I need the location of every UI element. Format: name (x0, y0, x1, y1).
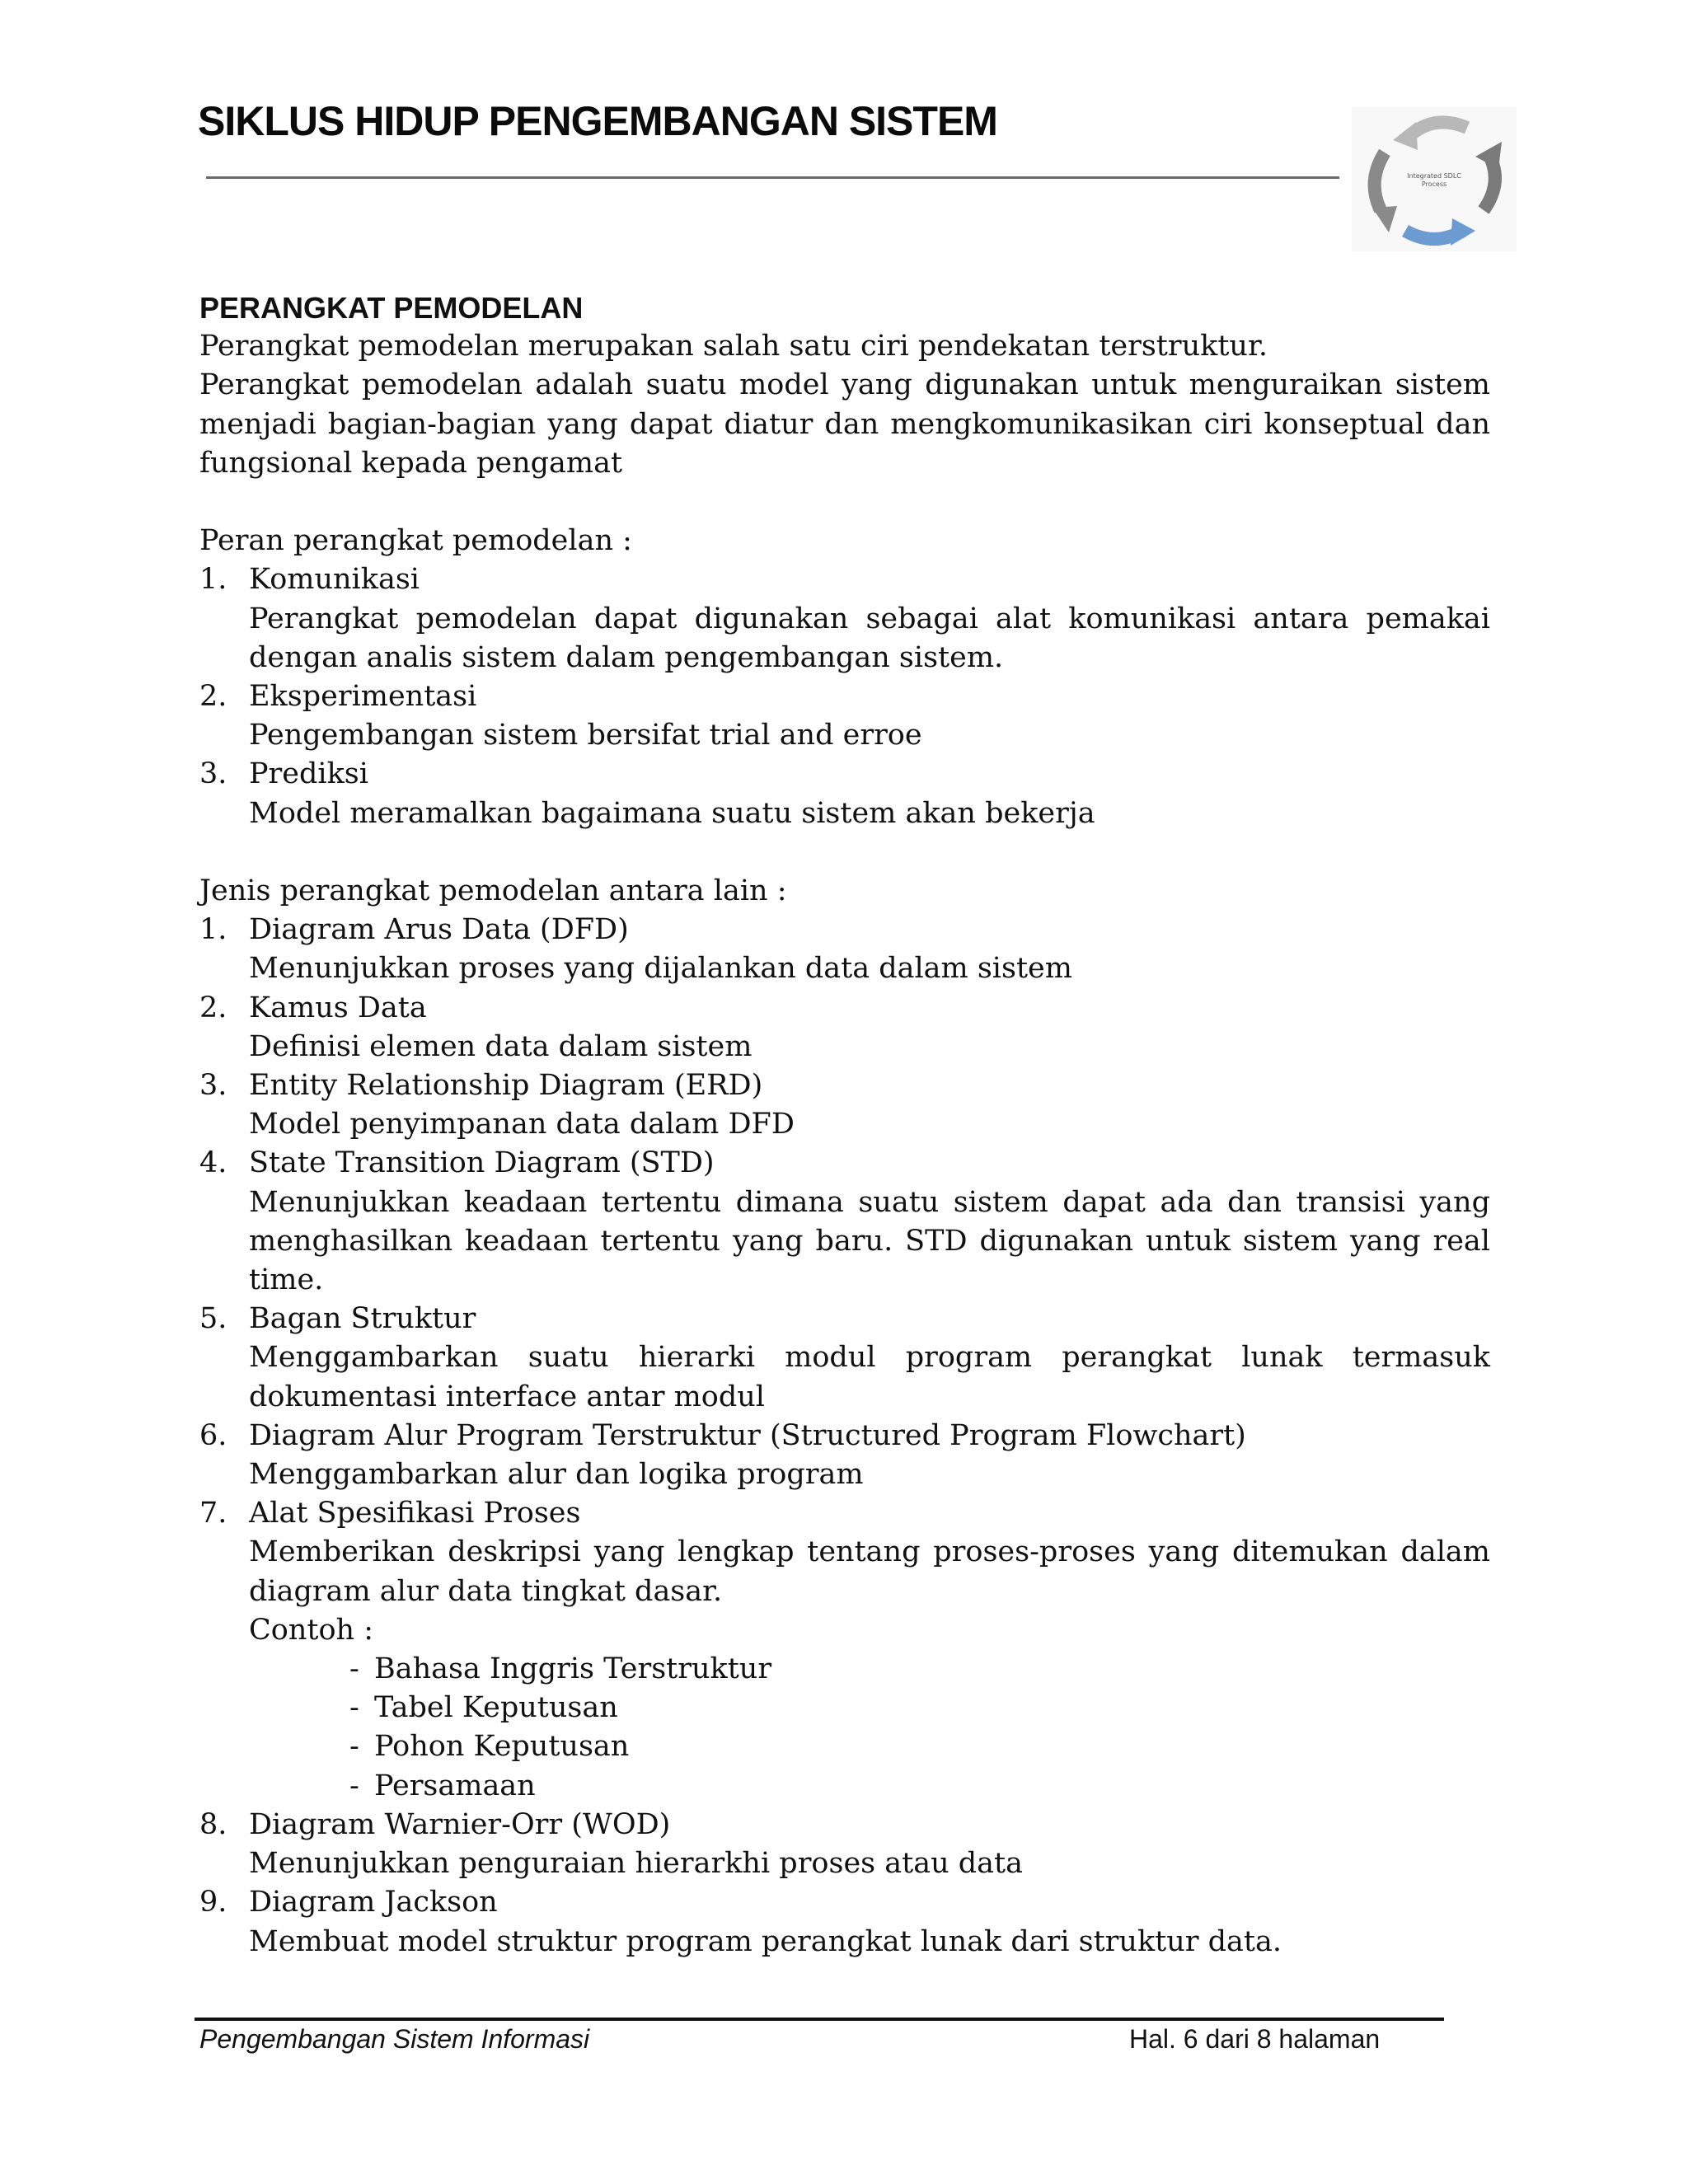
list-item-description: Membuat model struktur program perangkat lunak dari struktur data. (249, 1924, 1282, 1958)
example-item: - Bahasa Inggris Terstruktur (349, 1652, 772, 1686)
logo-text-line1: Integrated SDLC (1407, 172, 1461, 180)
roles-list (199, 560, 1490, 832)
footer-divider (195, 2018, 1444, 2021)
list-item (199, 677, 1490, 755)
list-item-title: Diagram Jackson (249, 1886, 498, 1919)
list-item-number: 1. (199, 913, 227, 947)
list-item-description: Perangkat pemodelan dapat digunakan sebagai alat komunikasi antara pemakai dengan analis sistem dalam pengembangan sistem. (249, 602, 1490, 674)
types-intro: Jenis perangkat pemodelan antara lain : (199, 874, 787, 908)
list-item-description: Definisi elemen data dalam sistem (249, 1029, 753, 1063)
list-item-number: 1. (199, 563, 227, 597)
list-item-title: Alat Spesifikasi Proses (249, 1497, 581, 1530)
example-list (249, 1650, 1490, 1806)
list-item-description: Menggambarkan suatu hierarki modul program perangkat lunak termasuk dokumentasi interface antar modul (249, 1341, 1490, 1413)
list-item-description: Model penyimpanan data dalam DFD (249, 1108, 795, 1141)
example-item: - Pohon Keputusan (349, 1730, 630, 1764)
list-item-number: 8. (199, 1807, 227, 1841)
list-item-title: Diagram Arus Data (DFD) (249, 913, 629, 947)
example-text: Bahasa Inggris Terstruktur (374, 1652, 772, 1686)
list-item-description: Pengembangan sistem bersifat trial and erroe (249, 719, 922, 752)
list-item (199, 911, 1490, 988)
list-item-title: Entity Relationship Diagram (ERD) (249, 1069, 763, 1103)
footer-page-number: Hal. 6 dari 8 halaman (1129, 2024, 1381, 2054)
intro-paragraph-2: Perangkat pemodelan adalah suatu model yang digunakan untuk menguraikan sistem menjadi bagian-bagian yang dapat diatur dan mengkomunikasikan ciri konseptual dan fungsional kepada pengamat (199, 368, 1490, 480)
document-body (199, 288, 1490, 1961)
list-item-description: Menunjukkan penguraian hierarkhi proses atau data (249, 1847, 1023, 1881)
logo-text-line2: Process (1421, 180, 1447, 188)
list-item-number: 5. (199, 1302, 227, 1336)
list-item (199, 1806, 1490, 1883)
list-item-number: 7. (199, 1497, 227, 1530)
list-item-title: Diagram Warnier-Orr (WOD) (249, 1807, 671, 1841)
list-item-description: Menunjukkan proses yang dijalankan data dalam sistem (249, 952, 1072, 986)
list-item-title: Kamus Data (249, 991, 427, 1024)
header-divider (206, 176, 1339, 179)
list-item-number: 2. (199, 680, 227, 714)
list-item (199, 1144, 1490, 1300)
example-text: Pohon Keputusan (374, 1730, 630, 1764)
list-item (199, 755, 1490, 832)
list-item (199, 1066, 1490, 1144)
list-item (199, 989, 1490, 1066)
list-item-number: 4. (199, 1146, 227, 1180)
list-item-title: Eksperimentasi (249, 680, 477, 714)
list-item (199, 1883, 1490, 1961)
list-item (199, 1417, 1490, 1494)
footer-document-title: Pengembangan Sistem Informasi (199, 2024, 590, 2054)
list-item-title: Komunikasi (249, 563, 420, 597)
list-item (199, 1300, 1490, 1417)
example-label: Contoh : (249, 1613, 373, 1647)
list-item-description: Memberikan deskripsi yang lengkap tentang proses-proses yang ditemukan dalam diagram alur data tingkat dasar. (249, 1535, 1490, 1608)
list-item (199, 560, 1490, 677)
example-text: Tabel Keputusan (374, 1691, 618, 1725)
sdlc-cycle-logo (1352, 107, 1517, 251)
list-item-title: Bagan Struktur (249, 1302, 476, 1336)
section-heading: PERANGKAT PEMODELAN (199, 291, 584, 325)
example-item: - Persamaan (349, 1769, 536, 1802)
example-text: Persamaan (374, 1769, 536, 1802)
list-item-number: 9. (199, 1886, 227, 1919)
list-item-title: State Transition Diagram (STD) (249, 1146, 715, 1180)
list-item-title: Diagram Alur Program Terstruktur (Structured Program Flowchart) (249, 1418, 1246, 1452)
list-item-number: 2. (199, 991, 227, 1024)
page-header-title: SIKLUS HIDUP PENGEMBANGAN SISTEM (198, 98, 997, 144)
roles-intro: Peran perangkat pemodelan : (199, 524, 632, 558)
types-list (199, 911, 1490, 1961)
intro-paragraph-1: Perangkat pemodelan merupakan salah satu ciri pendekatan terstruktur. (199, 330, 1268, 363)
list-item (199, 1494, 1490, 1806)
list-item-description: Menggambarkan alur dan logika program (249, 1458, 864, 1492)
list-item-title: Prediksi (249, 757, 368, 791)
list-item-number: 6. (199, 1418, 227, 1452)
example-item: - Tabel Keputusan (349, 1691, 618, 1725)
list-item-description: Menunjukkan keadaan tertentu dimana suatu sistem dapat ada dan transisi yang menghasilkan keadaan tertentu yang baru. STD digunakan untuk sistem yang real time. (249, 1185, 1490, 1297)
list-item-description: Model meramalkan bagaimana suatu sistem akan bekerja (249, 796, 1095, 830)
list-item-number: 3. (199, 1069, 227, 1103)
list-item-number: 3. (199, 757, 227, 791)
